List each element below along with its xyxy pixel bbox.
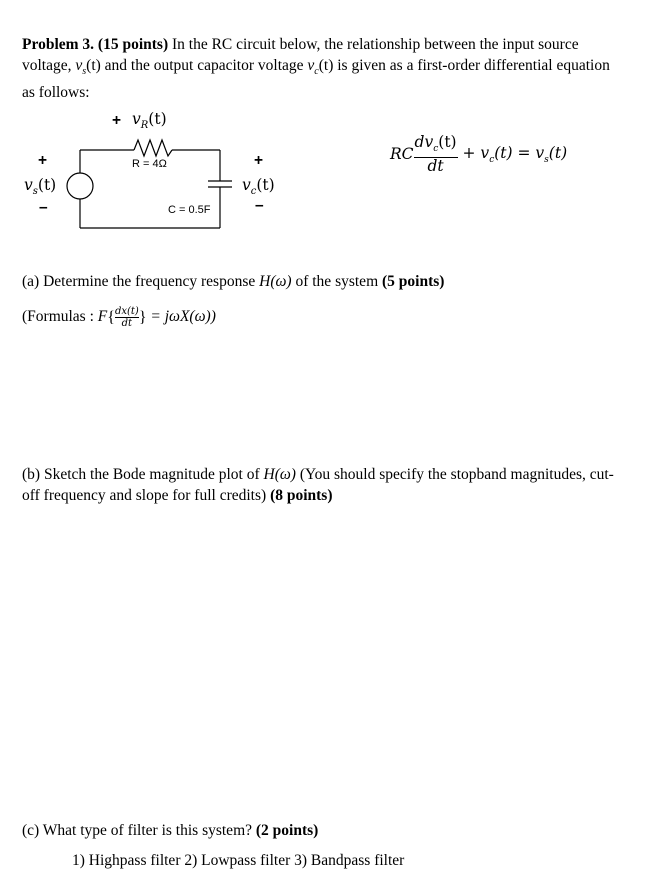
part-a-question — [22, 271, 647, 292]
formula-fraction: $\frac{dx(t)}{dt}$ — [114, 306, 139, 329]
part-c-points: (2 points) — [255, 822, 319, 839]
voltage-source-symbol — [67, 173, 93, 199]
part-a-text: (a) Determine the frequency response — [22, 273, 260, 290]
part-b-h: H(ω) — [263, 466, 296, 483]
intro-line-2a: voltage, — [22, 57, 76, 74]
formula-f: F — [97, 308, 108, 326]
intro-line-2b: (t) and the output capacitor voltage — [86, 57, 308, 74]
intro-line-3: as follows: — [22, 84, 90, 102]
vs-sub: s — [82, 66, 87, 78]
part-c-text: (c) What type of filter is this system? — [22, 822, 256, 839]
formula-rhs: = jωX(ω)) — [146, 308, 216, 326]
part-b-line1a: (b) Sketch the Bode magnitude plot of — [22, 466, 264, 483]
part-a-h: H(ω) — [259, 273, 292, 290]
eq-rest: + $v_c(t) = v_s(t)$ — [457, 143, 568, 165]
eq-derivative: $\frac{dv_c(t)}{dt}$ — [414, 133, 457, 176]
part-b-line2: off frequency and slope for full credits) — [22, 487, 271, 504]
resistor-symbol — [134, 140, 172, 156]
part-b-question — [22, 464, 647, 506]
intro-line-1: In the RC circuit below, the relationship between the input source — [168, 36, 579, 53]
vc-symbol: v — [307, 57, 315, 74]
vs-symbol: v — [75, 57, 83, 74]
problem-heading: Problem 3. (15 points) — [22, 36, 169, 53]
vc-minus-sign: – — [255, 197, 264, 214]
vr-label: $v_R(t)$ — [132, 110, 167, 132]
part-c-question — [22, 820, 647, 841]
formula-prefix: (Formulas : — [22, 308, 98, 326]
part-a-formula: (Formulas : F{ $\frac{dx(t)}{dt}$ } = jωX(ω)) — [22, 306, 216, 329]
vc-plus-sign: + — [254, 152, 264, 169]
eq-rc: RC — [390, 145, 414, 164]
differential-equation — [390, 134, 567, 174]
circuit-svg — [0, 0, 665, 260]
vs-minus-sign: – — [39, 199, 48, 216]
part-a-points: (5 points) — [382, 273, 445, 290]
capacitor-label: C = 0.5F — [168, 204, 211, 216]
vc-sub: c — [314, 66, 319, 78]
part-b-points: (8 points) — [270, 487, 333, 504]
vs-plus-sign: + — [38, 152, 48, 169]
resistor-label: R = 4Ω — [132, 158, 167, 170]
part-a-text2: of the system — [291, 273, 382, 290]
vs-label: $v_s(t)$ — [24, 176, 57, 198]
vc-label: $v_c(t)$ — [242, 176, 275, 198]
vr-plus-sign: + — [112, 112, 122, 129]
part-c-options: 1) Highpass filter 2) Lowpass filter 3) Bandpass filter — [72, 852, 405, 869]
intro-line-2c: (t) is given as a first-order differential equation — [318, 57, 610, 74]
rc-circuit-diagram — [0, 0, 665, 260]
part-b-line1b: (You should specify the stopband magnitudes, cut- — [295, 466, 614, 483]
